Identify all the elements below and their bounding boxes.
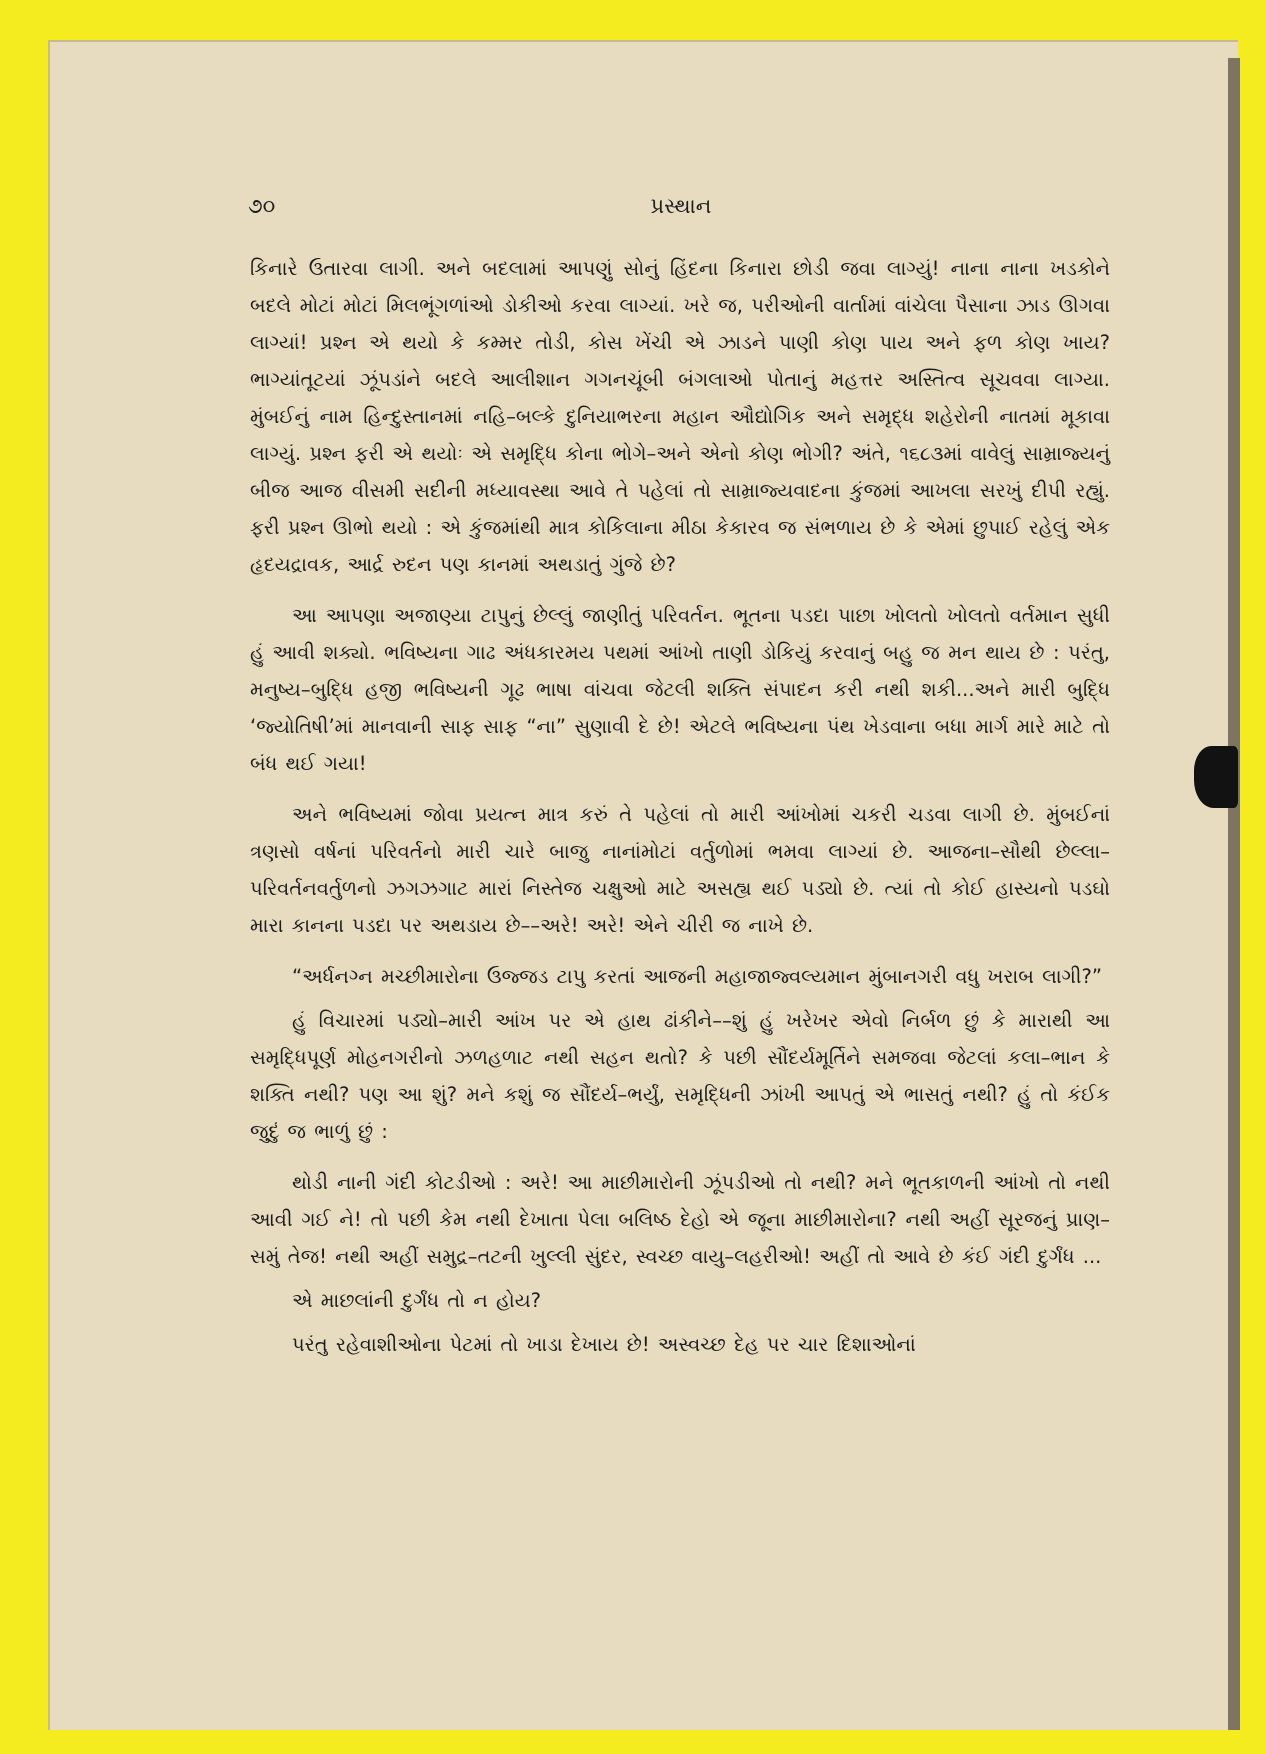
- paragraph: પરંતુ રહેવાશીઓના પેટમાં તો ખાડા દેખાય છે! અસ્વચ્છ દેહ પર ચાર દિશાઓનાં: [292, 1333, 916, 1356]
- paragraph: આ આપણા અજાણ્યા ટાપુનું છેલ્લું જાણીતું પરિવર્તન. ભૂતના પડદા પાછા ખોલતો ખોલતો વર્તમાન સુધી હું આવી શક્યો. ભવિષ્યના ગાઢ અંધકારમય પથમાં આંખો તાણી ડોકિયું કરવાનું બહુ જ મન થાય છે : પરંતુ, મનુષ્ય–બુદ્ધિ હજી ભવિષ્યની ગૂઢ ભાષા વાંચવા જેટલી શક્તિ સંપાદન કરી નથી શકી...અને મારી બુદ્ધિ ‘જ્યોતિષી’માં માનવાની સાફ સાફ “ના” સુણાવી દે છે! એટલે ભવિષ્યના પંથ ખેડવાના બધા માર્ગ મારે માટે તો બંધ થઈ ગયા!: [250, 604, 1110, 775]
- paragraph: એ માછલાંની દુર્ગંધ તો ન હોય?: [292, 1289, 542, 1312]
- paragraph: થોડી નાની ગંદી કોટડીઓ : અરે! આ માછીમારોની ઝૂંપડીઓ તો નથી? મને ભૂતકાળની આંખો તો નથી આવી ગઈ ને! તો પછી કેમ નથી દેખાતા પેલા બલિષ્ઠ દેહો એ જૂના માછીમારોના? નથી અહીં સૂરજનું પ્રાણ–સમું તેજ! નથી અહીં સમુદ્ર–તટની ખુલ્લી સુંદર, સ્વચ્છ વાયુ–લહરીઓ! અહીં તો આવે છે કંઈ ગંદી દુર્ગંધ ...: [250, 1171, 1110, 1268]
- page-header: [248, 194, 1114, 228]
- page-edge: [1228, 58, 1240, 1730]
- paragraph: કિનારે ઉતારવા લાગી. અને બદલામાં આપણું સોનું હિંદના કિનારા છોડી જવા લાગ્યું! નાના નાના ખડકોને બદલે મોટાં મોટાં મિલભૂંગળાંઓ ડોકીઓ કરવા લાગ્યાં. ખરે જ, પરીઓની વાર્તામાં વાંચેલા પૈસાના ઝાડ ઊગવા લાગ્યાં! પ્રશ્ન એ થયો કે કમ્મર તોડી, કોસ ખેંચી એ ઝાડને પાણી કોણ પાય અને ફળ કોણ ખાય? ભાગ્યાંતૂટયાં ઝૂંપડાંને બદલે આલીશાન ગગનચૂંબી બંગલાઓ પોતાનું મહત્તર અસ્તિત્વ સૂચવવા લાગ્યા. મુંબઈનું નામ હિન્દુસ્તાનમાં નહિ–બલ્કે દુનિયાભરના મહાન ઔદ્યોગિક અને સમૃદ્ધ શહેરોની નાતમાં મૂકાવા લાગ્યું. પ્રશ્ન ફરી એ થયોઃ એ સમૃદ્ધિ કોના ભોગે–અને એનો કોણ ભોગી? અંતે, ૧૬૮૩માં વાવેલું સામ્રાજ્યનું બીજ આજ વીસમી સદીની મધ્યાવસ્થા આવે તે પહેલાં તો સામ્રાજ્યવાદના કુંજમાં આખલા સરખું દીપી રહ્યું. ફરી પ્રશ્ન ઊભો થયો : એ કુંજમાંથી માત્ર કોકિલાના મીઠા કેકારવ જ સંભળાય છે કે એમાં છુપાઈ રહેલું એક હૃદયદ્રાવક, આર્દ્ર રુદન પણ કાનમાં અથડાતું ગુંજે છે?: [250, 257, 1110, 576]
- paragraph: હું વિચારમાં પડ્યો–મારી આંખ પર એ હાથ ઢાંકીને––શું હું ખરેખર એવો નિર્બળ છું કે મારાથી આ સમૃદ્ધિપૂર્ણ મોહનગરીનો ઝળહળાટ નથી સહન થતો? કે પછી સૌંદર્યમૂર્તિને સમજવા જેટલાં કલા–ભાન કે શક્તિ નથી? પણ આ શું? મને કશું જ સૌંદર્ય–ભર્યું, સમૃદ્ધિની ઝાંખી આપતું એ ભાસતું નથી? હું તો કંઈક જુદું જ ભાળું છું :: [250, 1009, 1110, 1143]
- running-title: પ્રસ્થાન: [650, 194, 712, 218]
- page-number: ૭૦: [248, 194, 276, 218]
- page-body: [250, 250, 1110, 1370]
- quote-paragraph: “અર્ધનગ્ન મચ્છીમારોના ઉજ્જડ ટાપુ કરતાં આજની મહાજાજ્વલ્યમાન મુંબાનગરી વધુ ખરાબ લાગી?”: [292, 965, 1102, 988]
- torn-edge: [1194, 746, 1238, 808]
- paragraph: અને ભવિષ્યમાં જોવા પ્રયત્ન માત્ર કરું તે પહેલાં તો મારી આંખોમાં ચકરી ચડવા લાગી છે. મુંબઈનાં ત્રણસો વર્ષનાં પરિવર્તનો મારી ચારે બાજુ નાનાંમોટાં વર્તુળોમાં ભમવા લાગ્યાં છે. આજના–સૌથી છેલ્લા–પરિવર્તનવર્તુળનો ઝગઝગાટ મારાં નિસ્તેજ ચક્ષુઓ માટે અસહ્ય થઈ પડ્યો છે. ત્યાં તો કોઈ હાસ્યનો પડઘો મારા કાનના પડદા પર અથડાય છે––અરે! અરે! એને ચીરી જ નાખે છે.: [250, 803, 1110, 937]
